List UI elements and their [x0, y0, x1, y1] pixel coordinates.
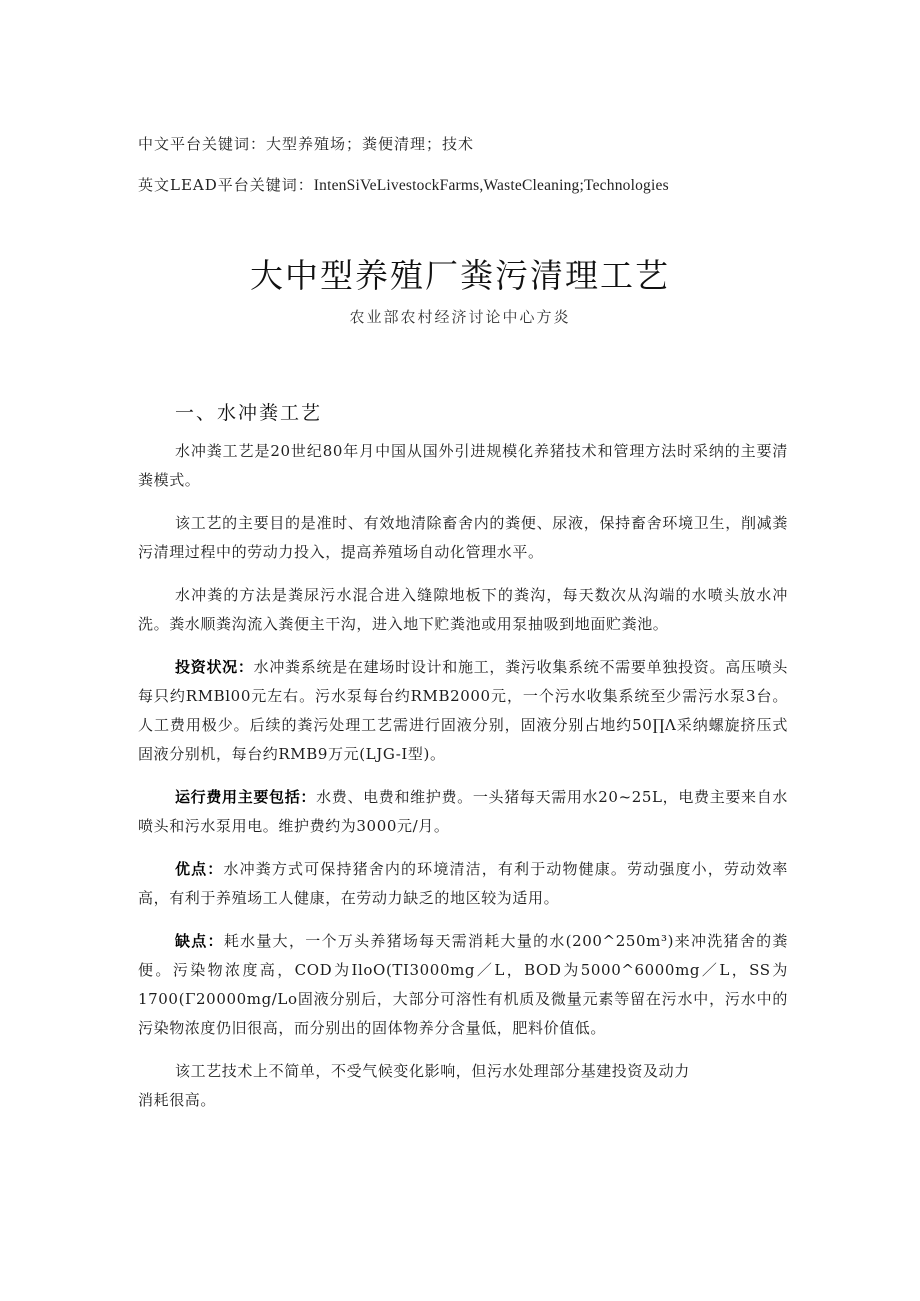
disadvantages-text: 耗水量大，一个万头养猪场每天需消耗大量的水(200^250m³)来冲洗猪舍的粪便。污染物浓度高，COD为IloO(TI3000mg／L，BOD为5000^6000mg／L，SS为1700(Γ20000mg/Lo固液分别后，大部分可溶性有机质及微量元素等留在污水中，污水中的污染物浓度仍旧很高，而分别出的固体物养分含量低，肥料价值低。: [138, 932, 788, 1037]
advantages-label: 优点：: [175, 860, 224, 878]
operating-cost-label: 运行费用主要包括：: [175, 788, 317, 806]
cn-keywords-line: [138, 133, 474, 154]
investment-text: 水冲粪系统是在建场时设计和施工，粪污收集系统不需要单独投资。高压喷头每只约RMBl00元左右。污水泵每台约RMB2000元，一个污水收集系统至少需污水泵3台。人工费用极少。后续的粪污处理工艺需进行固液分别，固液分别占地约50∏Λ采纳螺旋挤压式固液分别机，每台约RMB9万元(LJG-I型)。: [138, 658, 788, 763]
paragraph-purpose: 该工艺的主要目的是准时、有效地清除畜舍内的粪便、尿液，保持畜舍环境卫生，削减粪污清理过程中的劳动力投入，提高养殖场自动化管理水平。: [138, 514, 788, 561]
document-title: 大中型养殖厂粪污清理工艺: [250, 256, 670, 295]
operating-cost-text: 水费、电费和维护费。一头猪每天需用水20~25L，电费主要来自水喷头和污水泵用电。维护费约为3000元/月。: [138, 788, 788, 835]
en-keywords-label: 英文LEAD平台关键词：: [138, 176, 314, 194]
disadvantages-label: 缺点：: [175, 932, 224, 950]
cn-keywords-terms: 大型养殖场；粪便清理；技术: [266, 135, 475, 153]
paragraph-method: 水冲粪的方法是粪尿污水混合进入缝隙地板下的粪沟，每天数次从沟端的水喷头放水冲洗。粪水顺粪沟流入粪便主干沟，进入地下贮粪池或用泵抽吸到地面贮粪池。: [138, 586, 788, 633]
document-author: 农业部农村经济讨论中心方炎: [349, 308, 571, 326]
en-keywords-terms: IntenSiVeLivestockFarms,WasteCleaning;Technologies: [313, 177, 669, 194]
paragraph-advantages: [138, 855, 788, 913]
advantages-text: 水冲粪方式可保持猪舍内的环境清洁，有利于动物健康。劳动强度小，劳动效率高，有利于养殖场工人健康，在劳动力缺乏的地区较为适用。: [138, 860, 788, 907]
section-heading: 一、水冲粪工艺: [175, 402, 323, 424]
paragraph-conclusion-tail: 消耗很高。: [138, 1091, 217, 1109]
en-keywords-line: [138, 174, 669, 195]
paragraph-conclusion: 该工艺技术上不简单，不受气候变化影响，但污水处理部分基建投资及动力: [175, 1062, 690, 1080]
investment-label: 投资状况：: [175, 658, 254, 676]
paragraph-disadvantages: [138, 927, 788, 1043]
paragraph-operating-cost: [138, 783, 788, 841]
paragraph-investment: [138, 653, 788, 769]
section-body: [138, 437, 788, 1129]
cn-keywords-label: 中文平台关键词：: [138, 135, 267, 153]
paragraph-intro: 水冲粪工艺是20世纪80年月中国从国外引进规模化养猪技术和管理方法时采纳的主要清粪模式。: [138, 442, 788, 489]
